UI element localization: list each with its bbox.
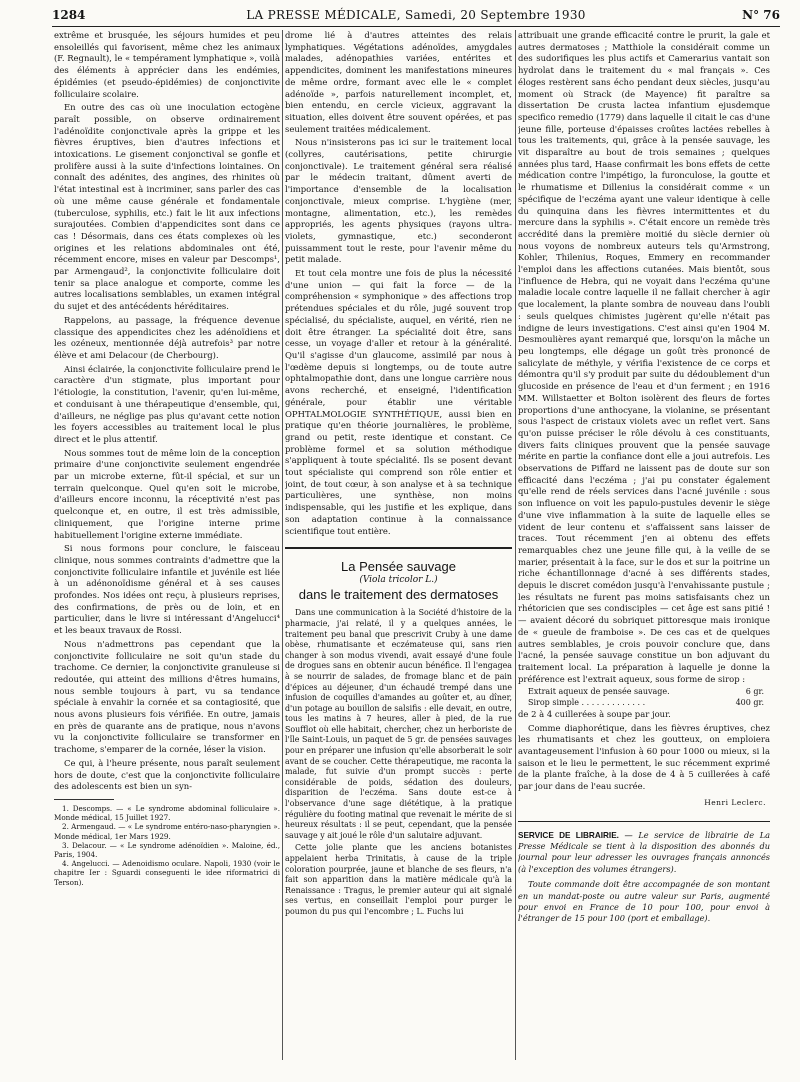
paragraph: Nous n'admettrons pas cependant que la conjonctivite folliculaire ne soit qu'un stade du trachome. Ce dernier, la conjonctivite granuleuse si redoutée, qui atteint des millions d'êtres humains, nous semble toujours à part, vu sa tendance spéciale à envahir la cornée et sa contagiosité, que nous avons plusieurs fois vérifiée. En outre, jamais en près de quarante ans de pratique, nous n'avons vu la conjonctivite folliculaire se transformer en trachome, s'emparer de la cornée, léser la vision. xyxy=(54,638,280,755)
column-1 xyxy=(54,30,280,1060)
library-service-notice xyxy=(518,821,770,925)
paragraph: Si nous formons pour conclure, le faisceau clinique, nous sommes contraints d'admettre que la conjonctivite folliculaire infantile et juvénile est liée à un adénonoïdisme général et à ses causes profondes. Nos idées ont reçu, à plusieurs reprises, des confirmations, de près ou de loin, et en particulier, dans le livre si intéressant d'Angelucci⁴ et les beaux travaux de Rossi. xyxy=(54,543,280,636)
column-2 xyxy=(285,30,512,1060)
recipe-note: de 2 à 4 cuillerées à soupe par jour. xyxy=(518,708,671,719)
footnote-divider xyxy=(54,799,114,800)
recipe-line xyxy=(528,687,770,698)
recipe-item: Extrait aqueux de pensée sauvage. xyxy=(528,687,670,697)
article-subtitle: (Viola tricolor L.) xyxy=(359,574,438,585)
page-number: 1284 xyxy=(52,8,86,22)
footnote: 1. Descomps. — « Le syndrome abdominal folliculaire ». Monde médical, 15 Juillet 1927. xyxy=(54,804,280,823)
paragraph: Nous n'insisterons pas ici sur le traitement local (collyres, cautérisations, petite chirurgie conjonctivale). Le traitement général sera réalisé par le médecin traitant, dûment averti de l'importance d'ensemble de la localisation conjonctivale, mieux comprise. L'hygiène (mer, montagne, alimentation, etc.), les remèdes appropriés, les agents physiques (rayons ultra-violets, gymnastique, etc.) seconderont puissamment tout le reste, pour l'avenir même du petit malade. xyxy=(285,137,512,265)
notice-title: SERVICE DE LIBRAIRIE. xyxy=(518,830,619,840)
paragraph: Et tout cela montre une fois de plus la nécessité d'une union — qui fait la force — de la compréhension « symphonique » des affections trop prétendues spéciales et du rôle, jugé souvent trop spécialisé, du spécialiste, auquel, en vérité, rien ne doit être étranger. La spécialité doit être, sans cesse, un voyage d'aller et retour à la généralité. Qu'il s'agisse d'un glaucome, assimilé par nous à l'œdème depuis si longtemps, ou de toute autre ophtalmopathie dont, dans une longue carrière nous avons recherché, et enseigné, l'identification générale, pour établir une véritable OPHTALMOLOGIE SYNTHÉTIQUE, aussi bien en pratique qu'en théorie journalières, le problème, grand ou petit, reste identique et constant. Ce problème formel et sa solution méthodique s'appliquent à toute spécialité. Ils se posent devant tout spécialiste qui comprend son rôle entier et joint, de tout cœur, à son analyse et à sa technique particulières, une synthèse, non moins indispensable, qui les justifie et les explique, dans son adaptation continue à la connaissance scientifique tout entière. xyxy=(285,268,512,536)
recipe-qty: 6 gr. xyxy=(745,687,764,697)
journal-title: LA PRESSE MÉDICALE, Samedi, 20 Septembre 1930 xyxy=(246,8,586,22)
recipe-qty: 400 gr. xyxy=(735,698,764,708)
paragraph: extrême et brusquée, les séjours humides et peu ensoleillés qui favorisent, même chez les animaux (F. Regnault), le « tempérament lymphatique », voilà des éléments à apprécier dans les endémies, épidémies (et pseudo-épidémies) de conjonctivite folliculaire scolaire. xyxy=(54,30,280,99)
notice-text: — Le service de librairie de La Presse Médicale se tient à la disposition des abonnés du journal pour leur adresser les ouvrages français annoncés (à l'exception des volumes étrangers). xyxy=(518,829,770,874)
paragraph: attribuait une grande efficacité contre le prurit, la gale et autres dermatoses ; Matthiole la considérait comme un des sudorifiques les plus actifs et Camerarius vantait son hydrolat dans le traitement du « mal français ». Ces éloges restèrent sans écho pendant deux siècles, jusqu'au moment où Strack (de Mayence) fit paraître sa dissertation De crusta lactea infantium ejusdemque specifico remedio (1779) dans laquelle il citait le cas d'une jeune fille, porteuse d'épaisses croûtes lactées rebelles à tous les traitements, qui, grâce à la pensée sauvage, les vit disparaître au bout de trois semaines ; quelques années plus tard, Haase confirmait les bons effets de cette médication contre l'impétigo, la furonculose, la goutte et le rhumatisme et Dillenius la considérait comme « un spécifique de l'eczéma ayant une valeur identique à celle du quinquina dans les fièvres intermittentes et du mercure dans la syphilis ». C'était encore un remède très accrédité dans la première moitié du siècle dernier où nous voyons de nombreux auteurs tels qu'Armstrong, Kohler, Thilenius, Roques, Emmery en recommander l'emploi dans les affections cutanées. Mais bientôt, sous l'influence de Hebra, qui ne voyait dans l'eczéma qu'une maladie locale contre laquelle il ne fallait chercher à agir que localement, la plante sombra de nouveau dans l'oubli : seuls quelques chimistes jugèrent qu'elle n'était pas indigne de leurs investigations. C'est ainsi qu'en 1904 M. Desmoulières ayant remarqué que, lorsqu'on la mâche un peu longtemps, elle dégage un goût très prononcé de salicylate de méthyle, y vérifia l'existence de ce corps et démontra qu'il s'y produit par suite du dédoublement d'un glucoside en présence de l'eau et d'un ferment ; en 1916 MM. Willstaetter et Bolton isolèrent des fleurs de fortes proportions d'une anthocyane, la violanine, se présentant sous l'aspect de cristaux violets avec un reflet vert. Sans qu'on puisse préciser le rôle dévolu à ces constituants, divers faits cliniques prouvent que la pensée sauvage mérite en partie la confiance dont elle a joui autrefois. Les observations de Piffard ne laissent pas de doute sur son efficacité dans l'eczéma ; j'ai pu constater également qu'elle rend de réels services dans l'acné juvénile : sous son influence on voit les papulo-pustules devenir le siège d'une vive inflammation à la suite de laquelle elles se vident de leur contenu et s'affaissent sans laisser de traces. Tout récemment j'en ai obtenu des effets remarquables chez une jeune fille qui, à la veille de se marier, présentait à la face, sur le dos et sur la poitrine un riche échantillonnage d'acné à ses différents stades, depuis le discret comédon jusqu'à l'envahissante pustule ; les résultats ne furent pas moins satisfaisants chez un rhétoricien que ses condisciples — cet âge est sans pitié ! — avaient décoré du sobriquet pittoresque mais ironique de « gueule de framboise ». De ces cas et de quelques autres semblables, je crois pouvoir conclure que, dans l'acné, la pensée sauvage constitue un bon adjuvant du traitement local. La préparation à laquelle je donne la préférence est l'extrait aqueux, sous forme de sirop : xyxy=(518,30,770,684)
column-3 xyxy=(518,30,770,1060)
issue-number: N° 76 xyxy=(742,8,780,22)
recipe-line xyxy=(528,698,770,709)
paragraph: Dans une communication à la Société d'histoire de la pharmacie, j'ai relaté, il y a quelques années, le traitement peu banal que prescrivit Cruby à une dame obèse, rhumatisante et eczémateuse qui, sans rien changer à son modus vivendi, avait essayé d'une foule de drogues sans en obtenir aucun bénéfice. Il l'engagea à se nourrir de salades, de fromage blanc et de pain d'épices au déjeuner, d'un échaudé trempé dans une infusion de coquilles d'amandes au goûter et, au dîner, d'un potage au bouillon de salsifis : elle devait, en outre, tous les matins à 7 heures, aller à pied, de la rue Soufflot où elle habitait, chercher, chez un herboriste de l'île Saint-Louis, un paquet de 5 gr. de pensées sauvages pour en préparer une infusion qu'elle absorberait le soir avant de se coucher. Cette thérapeutique, me raconta la malade, fut suivie d'un prompt succès : perte considérable de poids, sédation des douleurs, disparition de l'eczéma. Sans doute est-ce à l'observance d'une sage diététique, à la pratique régulière du footing matinal que revenait le mérite de si heureux résultats : il se peut, cependant, que la pensée sauvage y ait joué le rôle d'un salutaire adjuvant. xyxy=(285,608,512,840)
column-divider xyxy=(515,30,516,1060)
paragraph: Comme diaphorétique, dans les fièvres éruptives, chez les rhumatisants et chez les goutteux, on emploiera avantageusement l'infusion à 60 pour 1000 ou mieux, si la saison et le lieu le permettent, le suc récemment exprimé de la plante fraîche, à la dose de 4 à 5 cuillerées à café par jour dans de l'eau sucrée. xyxy=(518,722,770,792)
article-title: La Pensée sauvage xyxy=(341,559,456,575)
article-heading xyxy=(285,547,512,600)
paragraph: En outre des cas où une inoculation ectogène paraît possible, on observe ordinairement l'adénoïdite conjonctivale après la grippe et les fièvres éruptives, bien d'autres infections et intoxications. Le gisement conjonctival se gonfle et prolifère aussi à la suite d'infections lointaines. On connaît des adénites, des angines, des rhinites où l'état intestinal est à incriminer, sans parler des cas où une même cause générale et fondamentale (tuberculose, syphilis, etc.) fait le lit aux infections surajoutées. Combien d'appendicites sont dans ce cas ! Désormais, dans ces états complexes où les origines et les relations abdominales ont été, récemment encore, mises en valeur par Descomps¹, par Armengaud², la conjonctivite folliculaire doit tenir sa place analogue et comporte, comme les autres localisations semblables, un examen intégral du sujet et des antécédents héréditaires. xyxy=(54,102,280,312)
footnote: 2. Armengaud. — « Le syndrome entéro-naso-pharyngien ». Monde médical, 1er Mars 1929. xyxy=(54,822,280,841)
recipe-item: Sirop simple . . . . . . . . . . . . . xyxy=(528,698,646,708)
footnote: 3. Delacour. — « Le syndrome adénoïdien ». Maloine, éd., Paris, 1904. xyxy=(54,840,280,860)
footnote: 4. Angelucci. — Adenoidismo oculare. Napoli, 1930 (voir le chapitre Ier : Sguardi conseguenti le idee riformatrici di Terson). xyxy=(54,859,280,887)
paragraph: Cette jolie plante que les anciens botanistes appelaient herba Trinitatis, à cause de la triple coloration pourprée, jaune et blanche de ses fleurs, n'a fait son apparition dans la matière médicale qu'à la Renaissance : Tragus, le premier auteur qui ait signalé ses vertus, en conseillait l'emploi pour purger le poumon du pus qui l'encombre ; L. Fuchs lui xyxy=(285,843,512,916)
recipe xyxy=(518,687,770,709)
page-header xyxy=(52,6,780,27)
paragraph: drome lié à d'autres atteintes des relais lymphatiques. Végétations adénoïdes, amygdales malades, adénopathies variées, entérites et appendicites, dominent les manifestations mineures de même ordre, formant avec elle le « complet adénoïde », parfois naturellement incomplet, et, bien entendu, en cercle vicieux, aggravant la situation, elles doivent être souvent opérées, et pas seulement traitées médicalement. xyxy=(285,30,512,134)
paragraph: Nous sommes tout de même loin de la conception primaire d'une conjonctivite seulement engendrée par un microbe externe, fût-il spécial, et sur un terrain quelconque. Quel qu'en soit le microbe, d'ailleurs encore inconnu, la réceptivité n'est pas quelconque et, en outre, il est très admissible, cliniquement, que l'origine interne prime habituellement l'origine externe immédiate. xyxy=(54,447,280,540)
paragraph: Ce qui, à l'heure présente, nous paraît seulement hors de doute, c'est que la conjonctivite folliculaire des adolescents est bien un syn- xyxy=(54,757,280,792)
notice-text: Toute commande doit être accompagnée de son montant en un mandat-poste ou autre valeur sur Paris, augmenté pour envoi en France de 10 pour 100, pour envoi à l'étranger de 15 pour 100 (port et emballage). xyxy=(518,879,770,924)
paragraph: Rappelons, au passage, la fréquence devenue classique des appendicites chez les adénoïdiens et les ozéneux, mentionnée déjà autrefois³ par notre élève et ami Delacour (de Cherbourg). xyxy=(54,314,280,360)
paragraph: Ainsi éclairée, la conjonctivite folliculaire prend le caractère d'un stigmate, plus important pour l'étiologie, la constitution, l'avenir, qu'en lui-même, et conduisant à une thérapeutique d'ensemble, qui, d'ailleurs, ne néglige pas plus qu'avant cette notion les foyers accessibles au traitement local le plus direct et le plus attentif. xyxy=(54,363,280,444)
article-title-line2: dans le traitement des dermatoses xyxy=(298,586,499,602)
column-divider xyxy=(282,30,283,1060)
author-signature: Henri Leclerc. xyxy=(704,797,766,807)
article-body xyxy=(285,608,512,917)
